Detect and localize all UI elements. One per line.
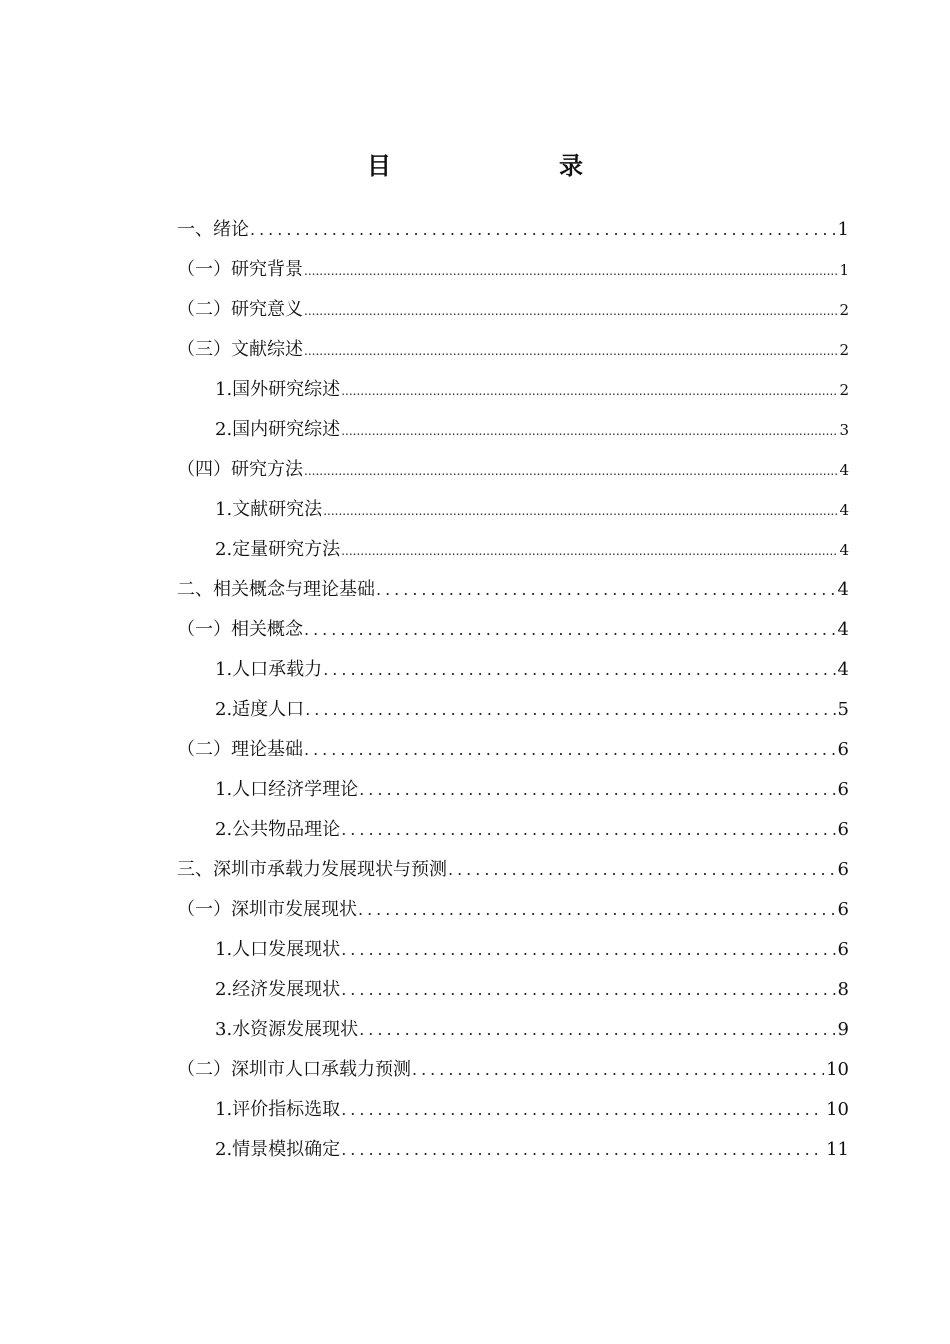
toc-entry[interactable] (177, 490, 849, 530)
toc-entry-page-number: 10 (826, 1099, 849, 1120)
toc-entry-page-number: 1 (837, 219, 849, 240)
toc-entry-label: 2.公共物品理论 (215, 819, 341, 840)
toc-entry-label: （二）理论基础 (177, 739, 303, 760)
toc-entry[interactable] (177, 730, 849, 770)
toc-entry[interactable] (177, 330, 849, 370)
toc-entry-page-number: 2 (839, 301, 849, 319)
toc-entry-page-number: 3 (839, 421, 849, 439)
toc-dot-leader (359, 770, 835, 810)
toc-entry[interactable] (177, 210, 849, 250)
toc-entry-label: 1.评价指标选取 (215, 1099, 341, 1120)
toc-entry[interactable] (177, 1130, 849, 1170)
toc-dot-leader (358, 890, 836, 930)
toc-entry-page-number: 4 (837, 579, 849, 600)
toc-entry-label: 2.定量研究方法 (215, 539, 341, 560)
toc-entry-label: 一、绪论 (177, 219, 249, 240)
toc-entry-label: 1.人口发展现状 (215, 939, 341, 960)
toc-entry-page-number: 8 (837, 979, 849, 1000)
toc-dot-leader (323, 491, 837, 531)
toc-entry[interactable] (177, 530, 849, 570)
toc-dot-leader (304, 451, 837, 491)
toc-entry[interactable] (177, 810, 849, 850)
toc-entry-label: 二、相关概念与理论基础 (177, 579, 375, 600)
toc-dot-leader (376, 570, 836, 610)
toc-entry-page-number: 4 (839, 501, 849, 519)
toc-dot-leader (304, 331, 837, 371)
toc-dot-leader (448, 850, 836, 890)
toc-entry-page-number: 6 (837, 939, 849, 960)
toc-dot-leader (341, 810, 835, 850)
toc-dot-leader (304, 730, 836, 770)
toc-entry[interactable] (177, 890, 849, 930)
toc-entry-label: 2.情景模拟确定 (215, 1139, 341, 1160)
toc-entry-page-number: 11 (826, 1139, 849, 1160)
toc-entry-page-number: 2 (839, 381, 849, 399)
toc-entry-label: （一）深圳市发展现状 (177, 899, 357, 920)
toc-entry[interactable] (177, 690, 849, 730)
toc-entry-page-number: 6 (837, 859, 849, 880)
toc-dot-leader (341, 930, 835, 970)
toc-dot-leader (250, 210, 836, 250)
toc-entry-label: 3.水资源发展现状 (215, 1019, 359, 1040)
toc-entry[interactable] (177, 650, 849, 690)
toc-entry[interactable] (177, 610, 849, 650)
toc-entry-label: 1.人口经济学理论 (215, 779, 359, 800)
toc-entry-label: 2.国内研究综述 (215, 419, 341, 440)
toc-entry-page-number: 6 (837, 899, 849, 920)
toc-entry[interactable] (177, 1090, 849, 1130)
toc-dot-leader (305, 690, 835, 730)
table-of-contents (177, 210, 849, 1170)
toc-entry[interactable] (177, 570, 849, 610)
toc-entry-label: （一）相关概念 (177, 619, 303, 640)
toc-entry[interactable] (177, 1010, 849, 1050)
toc-entry-page-number: 4 (839, 461, 849, 479)
toc-entry-label: 1.人口承载力 (215, 659, 323, 680)
toc-dot-leader (341, 970, 835, 1010)
toc-entry[interactable] (177, 770, 849, 810)
toc-dot-leader (412, 1050, 824, 1090)
toc-dot-leader (341, 411, 837, 451)
toc-entry-label: 三、深圳市承载力发展现状与预测 (177, 859, 447, 880)
toc-entry-page-number: 4 (837, 659, 849, 680)
toc-title: 目 录 (367, 151, 623, 180)
toc-dot-leader (341, 371, 837, 411)
toc-entry-page-number: 9 (837, 1019, 849, 1040)
toc-entry-label: 1.文献研究法 (215, 499, 323, 520)
toc-entry[interactable] (177, 1050, 849, 1090)
toc-entry-label: 2.适度人口 (215, 699, 305, 720)
toc-entry-page-number: 4 (839, 541, 849, 559)
toc-entry-page-number: 10 (826, 1059, 849, 1080)
toc-dot-leader (323, 650, 835, 690)
toc-dot-leader (304, 251, 837, 291)
toc-entry-label: （一）研究背景 (177, 259, 303, 280)
toc-entry[interactable] (177, 970, 849, 1010)
toc-entry-label: （二）研究意义 (177, 299, 303, 320)
toc-entry-page-number: 1 (839, 261, 849, 279)
toc-dot-leader (304, 610, 836, 650)
toc-entry-label: 2.经济发展现状 (215, 979, 341, 1000)
toc-dot-leader (341, 1090, 824, 1130)
toc-entry-label: （三）文献综述 (177, 339, 303, 360)
toc-entry[interactable] (177, 290, 849, 330)
toc-entry[interactable] (177, 410, 849, 450)
toc-dot-leader (304, 291, 837, 331)
toc-dot-leader (341, 531, 837, 571)
toc-entry[interactable] (177, 930, 849, 970)
toc-entry-page-number: 2 (839, 341, 849, 359)
toc-entry-page-number: 6 (837, 739, 849, 760)
toc-entry[interactable] (177, 850, 849, 890)
toc-entry-page-number: 4 (837, 619, 849, 640)
toc-dot-leader (359, 1010, 835, 1050)
toc-entry-page-number: 6 (837, 779, 849, 800)
toc-dot-leader (341, 1130, 824, 1170)
toc-entry-label: （二）深圳市人口承载力预测 (177, 1059, 411, 1080)
toc-entry-page-number: 6 (837, 819, 849, 840)
toc-entry[interactable] (177, 450, 849, 490)
toc-entry-label: 1.国外研究综述 (215, 379, 341, 400)
toc-entry[interactable] (177, 250, 849, 290)
toc-entry[interactable] (177, 370, 849, 410)
toc-entry-label: （四）研究方法 (177, 459, 303, 480)
toc-entry-page-number: 5 (837, 699, 849, 720)
